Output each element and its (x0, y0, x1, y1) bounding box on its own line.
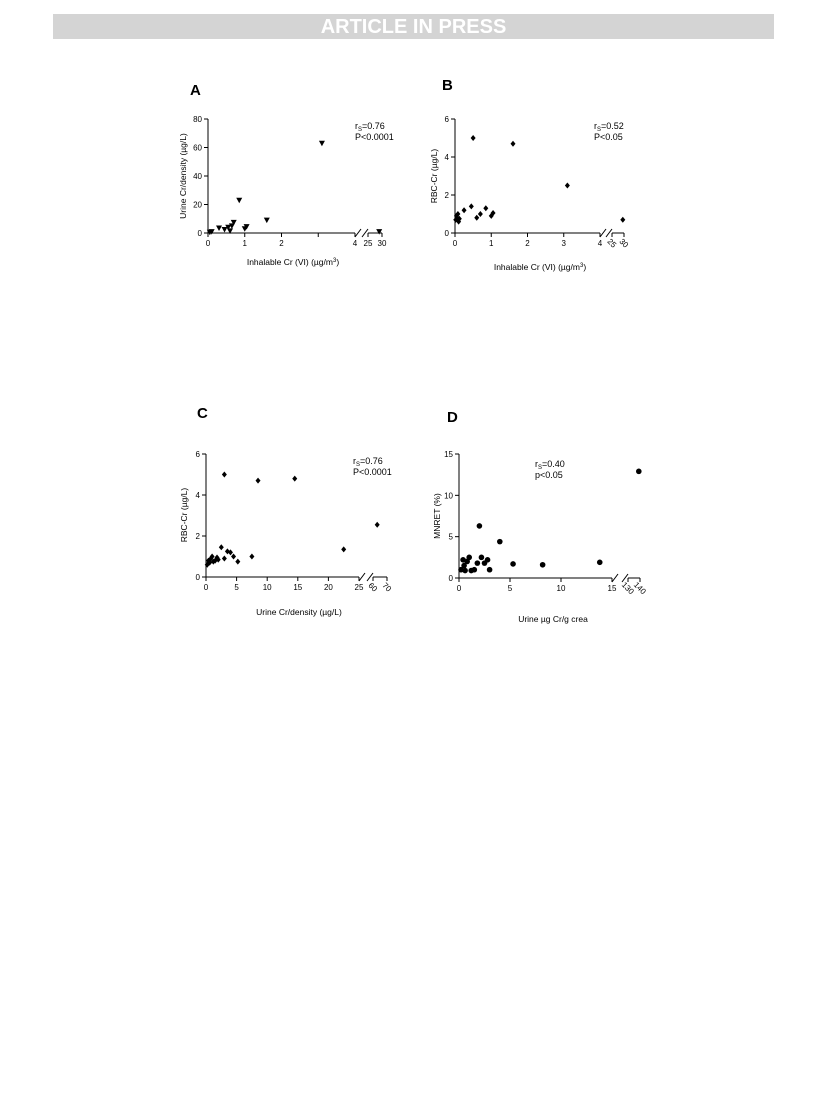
panel-a-x-tick-label: 2 (279, 239, 284, 248)
panel-a-x-tick-label: 25 (363, 239, 373, 248)
panel-d-point (485, 557, 491, 563)
panel-a-axis-break (362, 229, 368, 237)
panel-d-stat-value: =0.40 (542, 459, 565, 469)
panel-a-point (222, 227, 228, 233)
panel-b-y-tick-label: 4 (444, 153, 449, 162)
panel-a-stat-value: =0.76 (362, 121, 385, 131)
panel-d-x-tick-label: 130 (619, 580, 636, 597)
panel-c-point (222, 472, 227, 478)
panel-d-x-tick-label: 140 (631, 580, 648, 597)
panel-c-x-tick-label: 0 (203, 583, 209, 592)
panel-c-x-label: Urine Cr/density (µg/L) (256, 607, 342, 617)
panel-d-point (462, 568, 468, 574)
panel-b-point (471, 135, 476, 141)
panel-c-point (292, 476, 297, 482)
panel-c-point (341, 546, 346, 552)
panel-a-stat-sub: S (358, 127, 363, 133)
panel-c-point (249, 554, 254, 560)
panel-c-x-tick-label: 70 (380, 580, 394, 594)
panel-a-stat-r: r (355, 121, 358, 131)
panel-c-stat-r: r (353, 456, 356, 466)
panel-b-point (478, 211, 483, 217)
panel-a-letter: A (190, 82, 201, 99)
panel-a-x-tick-label: 0 (205, 239, 211, 248)
panel-d-x-tick-label: 5 (507, 584, 513, 593)
panel-a-x-tick-label: 1 (242, 239, 247, 248)
panel-c-point (231, 554, 236, 560)
panel-b-axis-break (606, 229, 612, 237)
panel-c-x-tick-label: 15 (293, 583, 303, 592)
panel-d-y-tick-label: 0 (448, 574, 453, 583)
panel-a-x-label-close: ) (336, 257, 340, 267)
panel-a-y-tick-label: 20 (193, 200, 202, 210)
panel-b-point (620, 217, 625, 223)
panel-b-point (483, 205, 488, 211)
panel-a-x-label: Inhalable Cr (VI) $(\mu g/m^3)$ (246, 257, 340, 267)
panel-b-axis-break (600, 229, 606, 237)
panel-b-point (565, 183, 570, 189)
panel-c-x-tick-label: 60 (366, 580, 380, 594)
panel-c-y-label: RBC-Cr (µg/L) (179, 487, 189, 543)
panel-d-point (497, 539, 503, 545)
panel-d-x-tick-label: 10 (556, 584, 566, 593)
panel-d-axis-break (612, 574, 618, 582)
panel-c-y-tick-label: 6 (195, 450, 200, 459)
panel-d-x-tick-label: 0 (456, 584, 462, 593)
panel-d-stat-line: p<0.05 (535, 470, 563, 480)
panel-a-point (216, 226, 222, 232)
panel-d-y-tick-label: 5 (448, 532, 453, 542)
panel-b-x-tick-label: 1 (489, 239, 494, 248)
panel-b-x-tick-label: 4 (597, 239, 603, 248)
panel-c-stat-value: =0.76 (360, 456, 383, 466)
panel-b-point (474, 215, 479, 221)
panel-b-stat-sub: S (597, 127, 602, 133)
panel-c-point (222, 556, 227, 562)
panel-c-letter: C (197, 405, 208, 422)
panel-a-point (264, 218, 270, 224)
panel-b-x-tick-label: 3 (561, 239, 566, 248)
panel-a-point (319, 141, 325, 147)
panel-a-y-tick-label: 0 (197, 229, 202, 238)
panel-d-x-tick-label: 15 (607, 584, 617, 593)
panel-c-point (219, 544, 224, 550)
panel-d-point (472, 567, 478, 573)
panel-d-stat-r: r (535, 459, 538, 469)
panel-c-x-tick-label: 25 (354, 583, 364, 592)
panel-b-x-tick-label: 25 (605, 236, 619, 250)
panel-b-y-label: RBC-Cr (µg/L) (429, 148, 439, 204)
panel-c-point (235, 559, 240, 565)
panel-c-axis-break (359, 573, 365, 581)
panel-c-x-tick-label: 10 (262, 583, 272, 592)
panel-a-y-tick-label: 40 (193, 172, 202, 181)
panel-d-y-tick-label: 10 (444, 491, 453, 501)
panel-c-x-tick-label: 20 (323, 583, 333, 592)
panel-d-point (479, 555, 485, 561)
panel-d-y-label: MNRET (%) (432, 493, 442, 539)
panel-b-x-label-close: ) (583, 262, 587, 272)
panel-c-y-tick-label: 4 (195, 491, 200, 500)
panel-b-stat-r: r (594, 121, 597, 131)
panel-d-point (477, 523, 483, 529)
panel-a-x-tick-label: 4 (352, 239, 358, 248)
panel-b-x-tick-label: 0 (452, 239, 458, 248)
panel-a-point (376, 229, 382, 235)
panel-a-stat-line: P<0.0001 (355, 132, 394, 142)
panel-c-point (256, 478, 261, 484)
panel-d-letter: D (447, 409, 458, 426)
panel-b-y-tick-label: 6 (444, 115, 449, 124)
panel-d-point (510, 561, 516, 567)
panel-b-x-tick-label: 2 (525, 239, 530, 248)
panel-c-y-tick-label: 0 (195, 573, 200, 582)
panel-b-x-tick-label: 30 (617, 236, 631, 250)
panel-a-x-label-sup: 3 (332, 258, 337, 264)
panel-b-y-tick-label: 0 (444, 229, 449, 238)
panel-c-y-tick-label: 2 (195, 532, 200, 541)
panel-d-x-label: Urine µg Cr/g crea (518, 614, 588, 624)
panel-d-point (636, 469, 642, 475)
panel-a-y-tick-label: 60 (193, 143, 202, 153)
panel-a-y-label: Urine Cr/density (µg/L) (178, 133, 188, 219)
panel-b-x-label: Inhalable Cr (VI) $(\mu g/m^3)$ (493, 262, 587, 272)
panel-b-stat-value: =0.52 (601, 121, 624, 131)
panel-b-y-tick-label: 2 (444, 191, 449, 200)
panel-c-stat-line: P<0.0001 (353, 467, 392, 477)
panel-b-point (469, 203, 474, 209)
panel-c-axis-break (367, 573, 373, 581)
panel-a-x-tick-label: 30 (377, 239, 387, 248)
panel-d-point (597, 559, 603, 565)
panel-d-point (487, 567, 493, 573)
panel-b-x-label-sup: 3 (579, 263, 584, 269)
panel-c-stat-sub: S (356, 462, 361, 468)
panel-d-stat-sub: S (538, 465, 543, 471)
panel-b-point (462, 207, 467, 213)
panel-d-point (475, 560, 481, 566)
panel-a-y-tick-label: 80 (193, 115, 202, 124)
panel-d-y-tick-label: 15 (444, 450, 453, 459)
panel-d-point (466, 555, 472, 561)
article-in-press-banner: ARTICLE IN PRESS (53, 14, 774, 39)
panel-b-point (511, 141, 516, 147)
panel-b-stat-line: P<0.05 (594, 132, 623, 142)
panel-c-point (375, 522, 380, 528)
panel-a-point (236, 198, 242, 204)
panel-b-letter: B (442, 77, 453, 94)
panel-a-axis-break (355, 229, 361, 237)
panel-c-x-tick-label: 5 (234, 583, 239, 592)
panel-d-point (540, 562, 546, 568)
